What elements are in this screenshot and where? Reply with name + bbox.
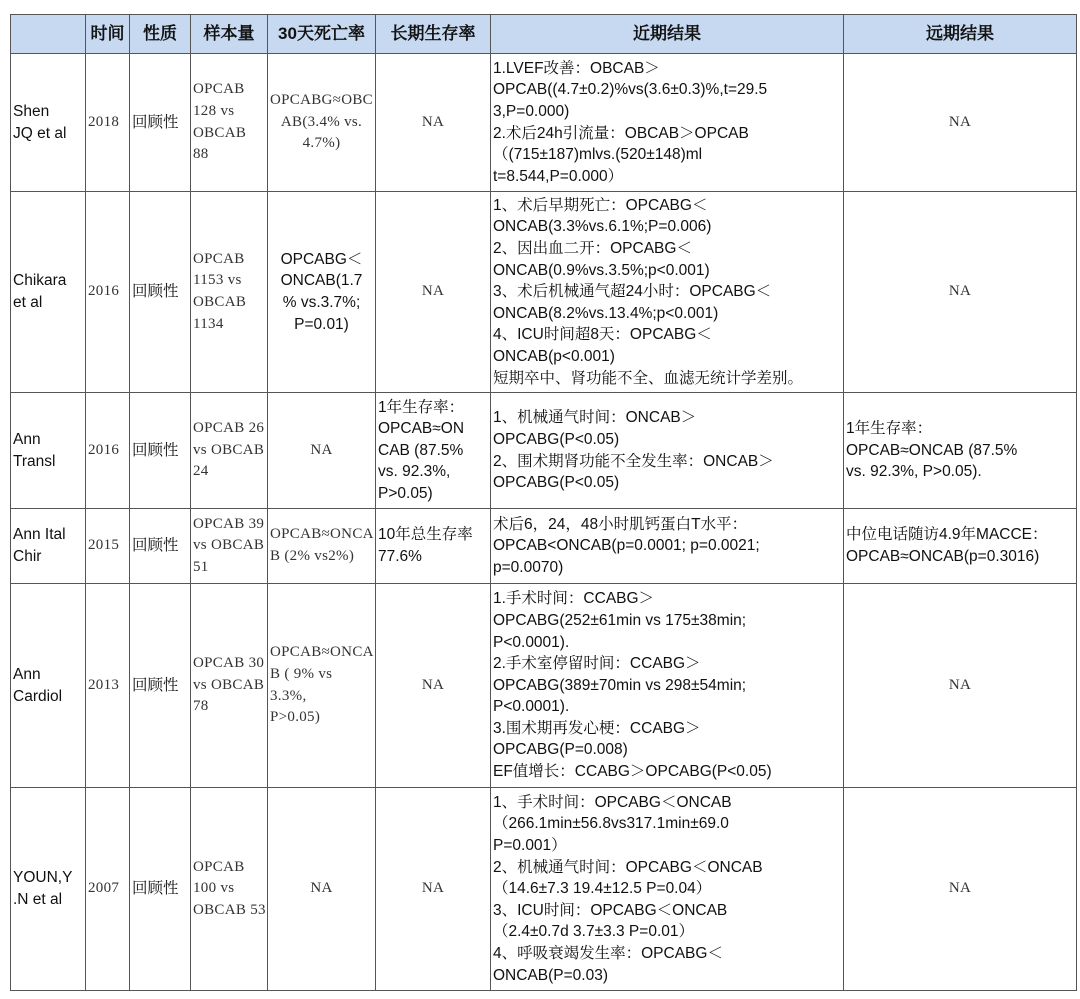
- shortresult-line: 2.手术室停留时间：CCABG＞: [493, 655, 701, 673]
- sample-line: OBCAB: [193, 124, 247, 141]
- header-short-result: 近期结果: [491, 15, 844, 54]
- table-row: [11, 393, 1077, 509]
- longterm-line: NA: [421, 880, 445, 897]
- cell-type: [130, 788, 191, 991]
- header-long-result: 远期结果: [844, 15, 1077, 54]
- sample-line: vs OBCAB: [193, 676, 265, 693]
- header-row: [11, 15, 1077, 54]
- longresult-line: 中位电话随访4.9年MACCE：: [846, 526, 1048, 544]
- cell-sample: [191, 393, 268, 509]
- cell-year: [86, 584, 130, 788]
- mortality30-line: OPCAB≈ONCA: [270, 644, 374, 661]
- longresult-line: 1年生存率：: [846, 420, 933, 438]
- study-line: Ann: [13, 430, 41, 448]
- mortality30-line: NA: [310, 441, 333, 458]
- cell-type: [130, 509, 191, 584]
- longterm-line: NA: [421, 676, 445, 693]
- type-line: 回顾性: [132, 441, 179, 459]
- header-mortality30: 30天死亡率: [268, 15, 376, 54]
- shortresult-line: （(715±187)mlvs.(520±148)ml: [493, 146, 703, 164]
- cell-longresult: [844, 509, 1077, 584]
- cell-shortresult: [491, 192, 844, 393]
- cell-type: [130, 54, 191, 192]
- shortresult-line: 短期卒中、肾功能不全、血滤无统计学差别。: [493, 369, 804, 387]
- study-comparison-table: [10, 14, 1077, 991]
- cell-year: [86, 54, 130, 192]
- cell-longterm: [376, 393, 491, 509]
- cell-study: [11, 788, 86, 991]
- cell-shortresult: [491, 788, 844, 991]
- shortresult-line: （2.4±0.7d 3.7±3.3 P=0.01）: [493, 923, 694, 941]
- shortresult-line: ONCAB(p<0.001): [493, 347, 615, 365]
- shortresult-line: ONCAB(3.3%vs.6.1%;P=0.006): [493, 218, 712, 236]
- longterm-line: 77.6%: [378, 548, 422, 565]
- study-line: JQ et al: [13, 124, 67, 142]
- longterm-line: NA: [421, 113, 445, 130]
- mortality30-line: AB(3.4% vs.: [280, 113, 363, 130]
- longresult-line: OPCAB≈ONCAB (87.5%: [846, 441, 1018, 459]
- shortresult-line: EF值增长：CCABG＞OPCABG(P<0.05): [493, 763, 772, 781]
- cell-study: [11, 584, 86, 788]
- shortresult-line: p=0.0070): [493, 558, 564, 576]
- study-line: et al: [13, 294, 43, 311]
- mortality30-line: B (2% vs2%): [270, 548, 355, 564]
- cell-mortality30: [268, 509, 376, 584]
- cell-longterm: [376, 584, 491, 788]
- sample-line: OBCAB 53: [193, 901, 266, 918]
- mortality30-line: OPCABG≈OBC: [270, 92, 373, 109]
- cell-mortality30: [268, 584, 376, 788]
- study-line: Shen: [13, 102, 50, 120]
- cell-type: [130, 393, 191, 509]
- cell-year: [86, 192, 130, 393]
- study-line: Ann: [13, 665, 41, 683]
- cell-longterm: [376, 509, 491, 584]
- cell-mortality30: [268, 192, 376, 393]
- shortresult-line: 4、ICU时间超8天：OPCABG＜: [493, 326, 712, 344]
- table-row: [11, 54, 1077, 192]
- table-row: [11, 584, 1077, 788]
- shortresult-line: OPCABG(389±70min vs 298±54min;: [493, 676, 747, 694]
- longterm-line: 1年生存率：: [378, 398, 465, 416]
- type-line: 回顾性: [132, 880, 179, 898]
- shortresult-line: OPCABG(252±61min vs 175±38min;: [493, 611, 747, 629]
- longterm-line: CAB (87.5%: [378, 441, 464, 459]
- sample-line: OPCAB 30: [193, 655, 265, 672]
- sample-line: 78: [193, 698, 209, 715]
- shortresult-line: ONCAB(8.2%vs.13.4%;p<0.001): [493, 304, 719, 322]
- cell-shortresult: [491, 54, 844, 192]
- shortresult-line: （266.1min±56.8vs317.1min±69.0: [493, 815, 729, 833]
- cell-longresult: [844, 788, 1077, 991]
- sample-line: 1134: [193, 315, 224, 332]
- study-line: Transl: [13, 452, 56, 470]
- cell-longterm: [376, 192, 491, 393]
- shortresult-line: 1.LVEF改善：OBCAB＞: [493, 59, 660, 77]
- sample-line: 88: [193, 146, 209, 163]
- shortresult-line: （14.6±7.3 19.4±12.5 P=0.04）: [493, 880, 712, 898]
- cell-type: [130, 584, 191, 788]
- shortresult-line: 2.术后24h引流量：OBCAB＞OPCAB: [493, 124, 749, 142]
- header-sample: 样本量: [191, 15, 268, 54]
- study-line: Cardiol: [13, 687, 63, 705]
- table-row: [11, 192, 1077, 393]
- cell-mortality30: [268, 393, 376, 509]
- cell-study: [11, 192, 86, 393]
- cell-sample: [191, 584, 268, 788]
- year-line: 2013: [88, 676, 120, 693]
- longresult-line: OPCAB≈ONCAB(p=0.3016): [846, 548, 1040, 565]
- shortresult-line: P<0.0001).: [493, 633, 570, 651]
- study-line: Chikara: [13, 272, 67, 290]
- header-type: 性质: [130, 15, 191, 54]
- longresult-line: vs. 92.3%, P>0.05).: [846, 463, 982, 481]
- cell-sample: [191, 509, 268, 584]
- table-row: [11, 509, 1077, 584]
- cell-study: [11, 393, 86, 509]
- cell-longterm: [376, 54, 491, 192]
- mortality30-line: P>0.05): [270, 709, 321, 726]
- study-line: Ann Ital: [13, 526, 66, 544]
- shortresult-line: P=0.001）: [493, 837, 567, 855]
- shortresult-line: ONCAB(P=0.03): [493, 966, 609, 984]
- sample-line: OBCAB: [193, 294, 247, 310]
- mortality30-line: P=0.01): [294, 315, 349, 333]
- mortality30-line: ONCAB(1.7: [280, 272, 363, 290]
- shortresult-line: 3、术后机械通气超24小时：OPCABG＜: [493, 283, 772, 301]
- sample-line: 128 vs: [193, 102, 235, 119]
- cell-sample: [191, 192, 268, 393]
- shortresult-line: 2、因出血二开：OPCABG＜: [493, 240, 692, 258]
- year-line: 2016: [88, 441, 120, 458]
- shortresult-line: OPCAB<ONCAB(p=0.0001; p=0.0021;: [493, 537, 760, 555]
- longterm-line: 10年总生存率: [378, 526, 473, 544]
- longresult-line: NA: [948, 676, 972, 693]
- shortresult-line: 1、术后早期死亡：OPCABG＜: [493, 196, 708, 214]
- type-line: 回顾性: [132, 537, 179, 555]
- longterm-line: P>0.05): [378, 484, 433, 502]
- shortresult-line: 1、手术时间：OPCABG＜ONCAB: [493, 793, 732, 811]
- study-line: Chir: [13, 548, 42, 565]
- table-row: [11, 788, 1077, 991]
- shortresult-line: P<0.0001).: [493, 698, 570, 716]
- type-line: 回顾性: [132, 676, 179, 694]
- shortresult-line: 3、ICU时间：OPCABG＜ONCAB: [493, 901, 728, 919]
- cell-sample: [191, 788, 268, 991]
- longterm-line: vs. 92.3%,: [378, 463, 451, 481]
- header-year: 时间: [86, 15, 130, 54]
- shortresult-line: OPCAB((4.7±0.2)%vs(3.6±0.3)%,t=29.5: [493, 81, 768, 99]
- cell-year: [86, 393, 130, 509]
- sample-line: 51: [193, 558, 209, 575]
- shortresult-line: 3,P=0.000): [493, 102, 570, 120]
- year-line: 2018: [88, 113, 120, 130]
- sample-line: 100 vs: [193, 880, 235, 897]
- shortresult-line: 1、机械通气时间：ONCAB＞: [493, 409, 697, 427]
- cell-mortality30: [268, 54, 376, 192]
- mortality30-line: OPCAB≈ONCA: [270, 526, 374, 543]
- year-line: 2015: [88, 537, 120, 554]
- study-line: YOUN,Y: [13, 869, 73, 887]
- sample-line: OPCAB 26: [193, 420, 265, 437]
- shortresult-line: 2、机械通气时间：OPCABG＜ONCAB: [493, 858, 763, 876]
- sample-line: OPCAB: [193, 81, 245, 98]
- longterm-line: OPCAB≈ON: [378, 420, 465, 438]
- type-line: 回顾性: [132, 283, 179, 301]
- shortresult-line: OPCABG(P<0.05): [493, 474, 620, 492]
- study-line: .N et al: [13, 891, 63, 908]
- shortresult-line: 3.围术期再发心梗：CCABG＞: [493, 719, 701, 737]
- longresult-line: NA: [948, 113, 972, 130]
- mortality30-line: OPCABG＜: [280, 250, 363, 268]
- type-line: 回顾性: [132, 113, 179, 131]
- cell-year: [86, 509, 130, 584]
- mortality30-line: % vs.3.7%;: [282, 294, 361, 311]
- cell-longresult: [844, 54, 1077, 192]
- cell-longresult: [844, 393, 1077, 509]
- shortresult-line: ONCAB(0.9%vs.3.5%;p<0.001): [493, 261, 710, 279]
- cell-mortality30: [268, 788, 376, 991]
- sample-line: 24: [193, 463, 209, 480]
- year-line: 2007: [88, 880, 120, 897]
- cell-shortresult: [491, 393, 844, 509]
- shortresult-line: 术后6，24，48小时肌钙蛋白T水平：: [493, 515, 748, 533]
- mortality30-line: B ( 9% vs: [270, 665, 333, 682]
- year-line: 2016: [88, 283, 120, 300]
- cell-study: [11, 509, 86, 584]
- sample-line: OPCAB 39: [193, 515, 265, 532]
- shortresult-line: 4、呼吸衰竭发生率：OPCABG＜: [493, 944, 723, 962]
- mortality30-line: 4.7%): [302, 135, 341, 152]
- sample-line: OPCAB: [193, 858, 245, 875]
- sample-line: vs OBCAB: [193, 537, 265, 554]
- cell-year: [86, 788, 130, 991]
- shortresult-line: 1.手术时间：CCABG＞: [493, 590, 655, 608]
- cell-sample: [191, 54, 268, 192]
- cell-longterm: [376, 788, 491, 991]
- mortality30-line: 3.3%,: [270, 687, 307, 704]
- shortresult-line: OPCABG(P<0.05): [493, 430, 620, 448]
- shortresult-line: OPCABG(P=0.008): [493, 741, 628, 759]
- sample-line: OPCAB: [193, 250, 245, 267]
- longresult-line: NA: [948, 880, 972, 897]
- header-longterm-survival: 长期生存率: [376, 15, 491, 54]
- longterm-line: NA: [421, 283, 445, 300]
- longresult-line: NA: [948, 283, 972, 300]
- mortality30-line: NA: [310, 880, 333, 897]
- cell-longresult: [844, 192, 1077, 393]
- cell-shortresult: [491, 509, 844, 584]
- cell-longresult: [844, 584, 1077, 788]
- cell-type: [130, 192, 191, 393]
- sample-line: vs OBCAB: [193, 441, 265, 458]
- shortresult-line: t=8.544,P=0.000）: [493, 167, 624, 185]
- cell-shortresult: [491, 584, 844, 788]
- shortresult-line: 2、围术期肾功能不全发生率：ONCAB＞: [493, 452, 774, 470]
- header-study: [11, 15, 86, 54]
- cell-study: [11, 54, 86, 192]
- sample-line: 1153 vs: [193, 272, 242, 289]
